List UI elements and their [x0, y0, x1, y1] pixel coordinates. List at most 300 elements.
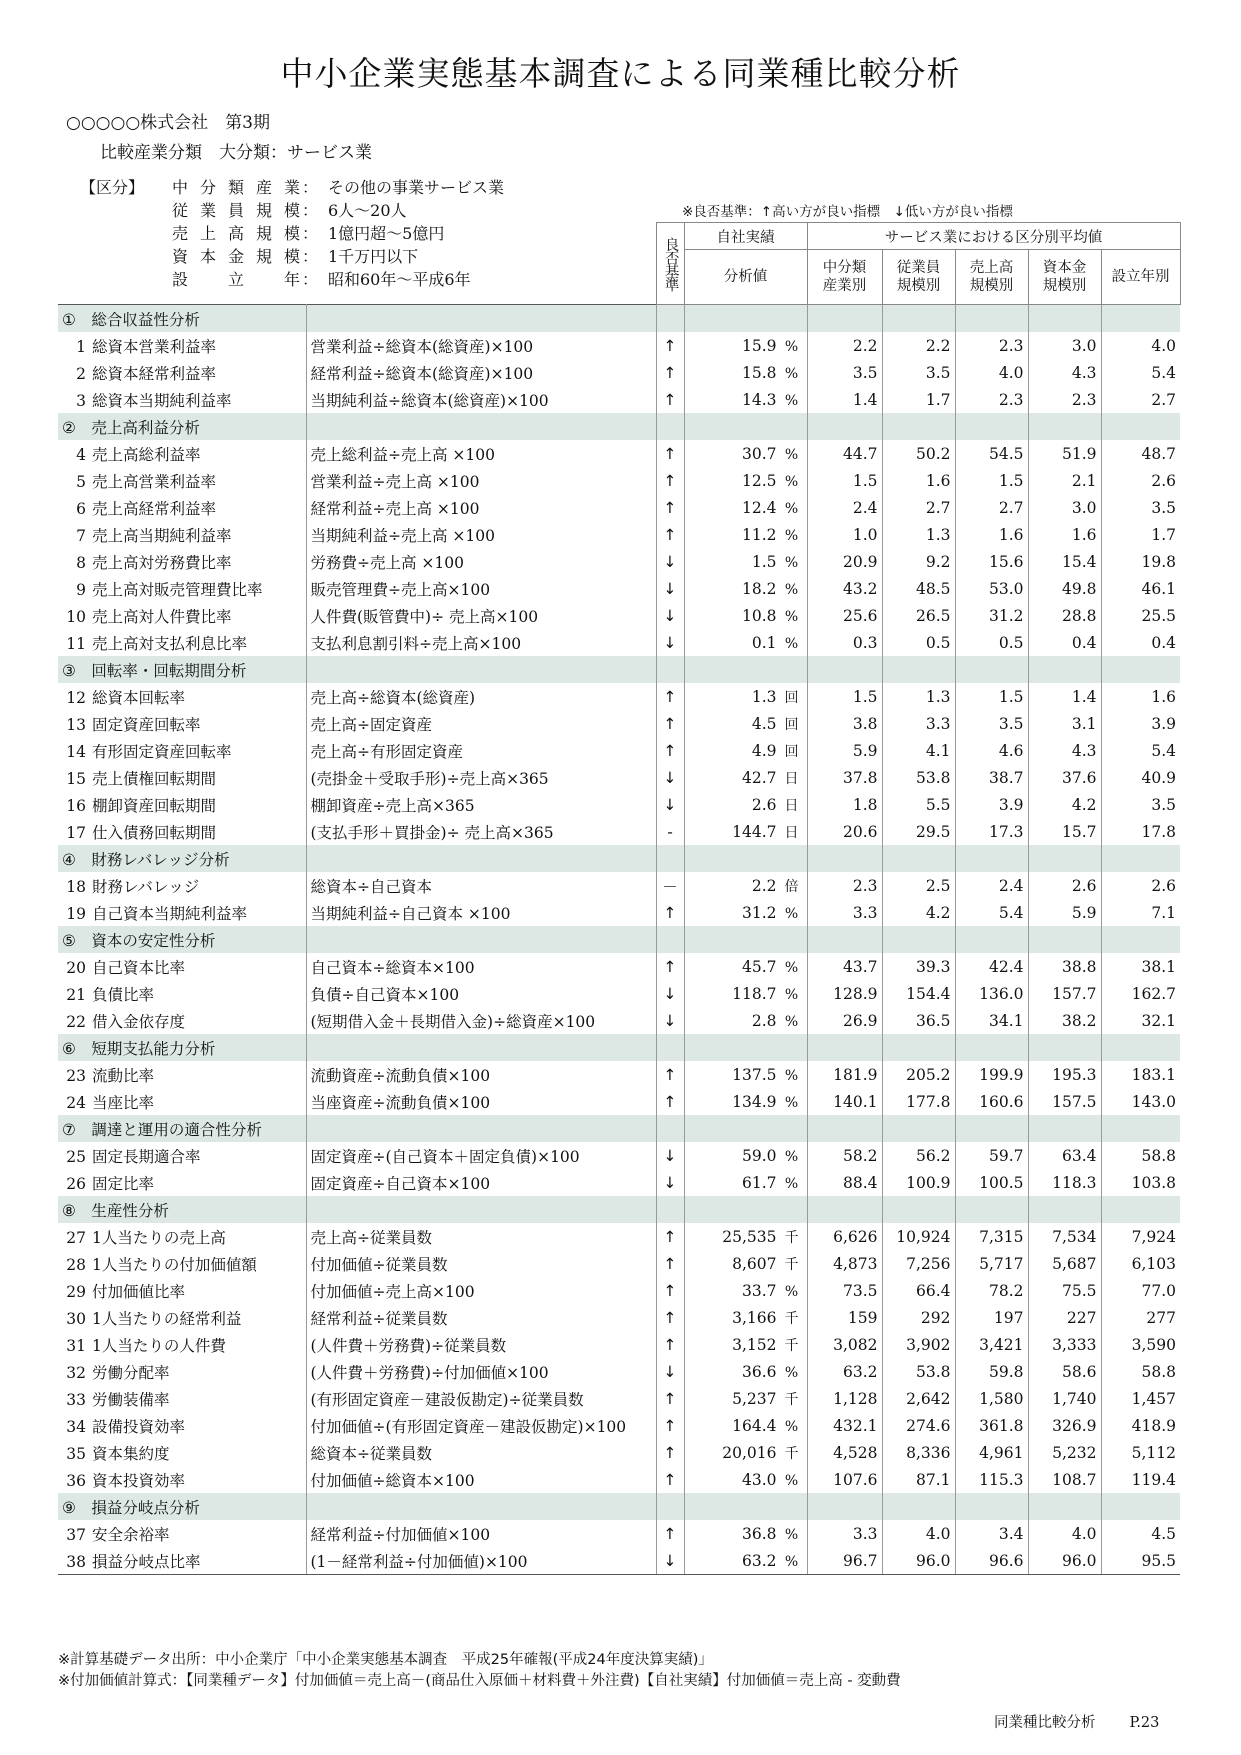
section-blank-cell: [1028, 1493, 1101, 1520]
metric-name-cell: [58, 1439, 306, 1466]
own-value: 4.5: [751, 714, 777, 733]
metric-name-cell: [58, 332, 306, 359]
average-value: 1,740: [1028, 1385, 1101, 1412]
section-blank-cell: [1101, 656, 1180, 683]
metric-name: 負債比率: [92, 985, 155, 1004]
own-value-cell: [684, 521, 807, 548]
metric-formula: 営業利益÷売上高 ×100: [306, 467, 656, 494]
own-value: 0.1: [751, 633, 777, 652]
average-value: 107.6: [807, 1466, 882, 1493]
quality-indicator: ↑: [656, 440, 684, 467]
metric-name-cell: [58, 764, 306, 791]
metric-number: 36: [66, 1471, 86, 1490]
metric-formula: 販売管理費÷売上高×100: [306, 575, 656, 602]
own-value: 20,016: [722, 1443, 777, 1462]
own-value: 1.5: [751, 552, 777, 571]
average-value: 154.4: [882, 980, 955, 1007]
own-value: 15.9: [741, 336, 777, 355]
section-blank-cell: [306, 305, 656, 333]
metric-formula: 売上高÷有形固定資産: [306, 737, 656, 764]
average-value: 53.0: [955, 575, 1028, 602]
own-value-cell: [684, 818, 807, 845]
quality-indicator: ↑: [656, 1061, 684, 1088]
average-value: 59.8: [955, 1358, 1028, 1385]
metric-formula: 経常利益÷従業員数: [306, 1304, 656, 1331]
own-value-unit: 回: [784, 743, 799, 760]
average-value: 3,333: [1028, 1331, 1101, 1358]
metric-formula: 総資本÷自己資本: [306, 872, 656, 899]
metric-number: 5: [76, 472, 86, 491]
average-value: 39.3: [882, 953, 955, 980]
metric-name: 棚卸資産回転期間: [92, 796, 217, 815]
average-value: 195.3: [1028, 1061, 1101, 1088]
average-value: 160.6: [955, 1088, 1028, 1115]
average-value: 0.5: [882, 629, 955, 656]
average-value: 2.6: [1151, 471, 1177, 490]
average-value: 326.9: [1028, 1412, 1101, 1439]
metric-number: 27: [66, 1228, 86, 1247]
average-value: 38.8: [1028, 953, 1101, 980]
section-blank-cell: [684, 1493, 807, 1520]
quality-indicator: ↑: [656, 1412, 684, 1439]
section-blank-cell: [306, 926, 656, 953]
section-blank-cell: [1101, 413, 1180, 440]
quality-indicator: ↑: [656, 953, 684, 980]
own-value-unit: 日: [784, 770, 799, 787]
average-value: 5.4: [955, 899, 1028, 926]
average-value: 162.7: [1131, 984, 1177, 1003]
table-row: [58, 791, 1180, 818]
own-value-unit: %: [784, 338, 799, 355]
section-blank-cell: [1101, 845, 1180, 872]
section-header-row: [58, 656, 1180, 683]
average-value: 4.3: [1028, 737, 1101, 764]
own-value: 63.2: [741, 1551, 777, 1570]
section-blank-cell: [955, 1196, 1028, 1223]
average-value: 1,457: [1131, 1389, 1177, 1408]
average-value: 1.3: [882, 683, 955, 710]
metric-name-cell: [58, 602, 306, 629]
average-value: 4.0: [955, 359, 1028, 386]
table-row: [58, 1466, 1180, 1493]
metric-formula: 売上高÷総資本(総資産): [306, 683, 656, 710]
average-value: 3,421: [955, 1331, 1028, 1358]
metric-formula: 売上高÷従業員数: [306, 1223, 656, 1250]
own-value-cell: [684, 764, 807, 791]
quality-indicator: ↓: [656, 1547, 684, 1575]
average-value: 2,642: [882, 1385, 955, 1412]
own-value: 3,152: [732, 1335, 777, 1354]
average-value: 177.8: [882, 1088, 955, 1115]
quality-indicator: ↑: [656, 332, 684, 359]
average-value: 2.2: [882, 332, 955, 359]
section-blank-cell: [306, 1115, 656, 1142]
average-value: 0.3: [807, 629, 882, 656]
own-value: 2.6: [751, 795, 777, 814]
section-blank-cell: [807, 1034, 882, 1061]
classification-conditions: 【区分】 中分類産業 ： その他の事業サービス業 従業員規模 ： 6人～20人 売上高規模 ： 1億円超～5億円 資本金規模 ： 1千万円以下 設立年 ： 昭和60年～平成6年: [80, 175, 504, 290]
section-blank-cell: [656, 926, 684, 953]
metric-formula: 営業利益÷総資本(総資産)×100: [306, 332, 656, 359]
table-row: [58, 1061, 1180, 1088]
own-value: 134.9: [732, 1092, 777, 1111]
own-value-unit: 千: [784, 1445, 799, 1462]
metric-name: 固定長期適合率: [92, 1147, 201, 1166]
note-source: ※計算基礎データ出所：中小企業庁「中小企業実態基本調査 平成25年確報(平成24年度決算実績)」: [58, 1652, 713, 1668]
own-value-unit: 回: [784, 716, 799, 733]
average-value: 3,082: [807, 1331, 882, 1358]
metric-name-cell: [58, 899, 306, 926]
quality-indicator: ↑: [656, 521, 684, 548]
section-blank-cell: [1101, 1493, 1180, 1520]
col-header-employees: 従業員 規模別: [882, 250, 955, 305]
average-value: 2.3: [955, 386, 1028, 413]
average-value: 1.6: [882, 467, 955, 494]
own-value-cell: [684, 1466, 807, 1493]
section-header-row: [58, 1115, 1180, 1142]
own-value-cell: [684, 1223, 807, 1250]
quality-indicator: ↓: [656, 791, 684, 818]
condition-value: 1千万円以下: [328, 247, 419, 266]
quality-legend: ※良否基準：↑高い方が良い指標 ↓低い方が良い指標: [682, 204, 1013, 220]
quality-indicator: ↑: [656, 386, 684, 413]
metric-name: 1人当たりの付加価値額: [92, 1255, 257, 1274]
own-value-unit: %: [784, 1364, 799, 1381]
metric-number: 19: [66, 904, 86, 923]
average-value: 3.0: [1028, 494, 1101, 521]
average-value: 4.2: [882, 899, 955, 926]
table-row: [58, 1358, 1180, 1385]
metric-name: 付加価値比率: [92, 1282, 186, 1301]
average-value: 8,336: [882, 1439, 955, 1466]
average-value: 3.8: [807, 710, 882, 737]
table-row: [58, 494, 1180, 521]
section-blank-cell: [306, 1196, 656, 1223]
table-row: [58, 953, 1180, 980]
condition-label: 中分類産業: [172, 178, 300, 197]
metric-name-cell: [58, 1304, 306, 1331]
metric-formula: 総資本÷従業員数: [306, 1439, 656, 1466]
own-value-cell: [684, 1520, 807, 1547]
average-value: 2.6: [1028, 872, 1101, 899]
section-blank-cell: [656, 1034, 684, 1061]
average-value: 5,717: [955, 1250, 1028, 1277]
metric-name: 借入金依存度: [92, 1012, 186, 1031]
metric-name-cell: [58, 1250, 306, 1277]
metric-name-cell: [58, 1412, 306, 1439]
metric-name: 労働装備率: [92, 1390, 170, 1409]
quality-indicator: ↑: [656, 1088, 684, 1115]
own-value-cell: [684, 737, 807, 764]
metric-name: 有形固定資産回転率: [92, 742, 232, 761]
metric-number: 2: [76, 364, 86, 383]
average-value: 3.0: [1028, 332, 1101, 359]
metric-number: 25: [66, 1147, 86, 1166]
metric-name-cell: [58, 872, 306, 899]
average-value: 51.9: [1028, 440, 1101, 467]
table-row: [58, 521, 1180, 548]
metric-formula: 付加価値÷売上高×100: [306, 1277, 656, 1304]
section-title: ② 売上高利益分析: [58, 413, 306, 440]
average-value: 7,256: [882, 1250, 955, 1277]
average-value: 25.6: [807, 602, 882, 629]
metric-number: 30: [66, 1309, 86, 1328]
own-value-unit: %: [784, 473, 799, 490]
average-value: 274.6: [882, 1412, 955, 1439]
average-value: 361.8: [955, 1412, 1028, 1439]
metric-name: 売上高総利益率: [92, 445, 201, 464]
own-value-cell: [684, 953, 807, 980]
metric-number: 18: [66, 877, 86, 896]
average-value: 1,580: [955, 1385, 1028, 1412]
metric-name: 労働分配率: [92, 1363, 170, 1382]
metric-name: 仕入債務回転期間: [92, 823, 217, 842]
average-value: 5.5: [882, 791, 955, 818]
section-blank-cell: [656, 1493, 684, 1520]
own-value-unit: 千: [784, 1256, 799, 1273]
own-value: 137.5: [732, 1065, 777, 1084]
section-blank-cell: [1028, 1196, 1101, 1223]
own-value: 25,535: [722, 1227, 777, 1246]
metric-number: 33: [66, 1390, 86, 1409]
condition-label: 従業員規模: [172, 201, 300, 220]
metric-name: 売上高当期純利益率: [92, 526, 232, 545]
own-value-cell: [684, 899, 807, 926]
quality-indicator: ↓: [656, 575, 684, 602]
average-value: 4,961: [955, 1439, 1028, 1466]
average-value: 63.4: [1028, 1142, 1101, 1169]
own-value: 5,237: [732, 1389, 777, 1408]
section-blank-cell: [955, 1115, 1028, 1142]
quality-indicator: ↑: [656, 494, 684, 521]
own-value-unit: %: [784, 1283, 799, 1300]
own-value-cell: [684, 872, 807, 899]
average-value: 38.2: [1028, 1007, 1101, 1034]
section-header-row: [58, 1034, 1180, 1061]
section-header-row: [58, 1196, 1180, 1223]
average-value: 277: [1146, 1308, 1177, 1327]
metric-number: 11: [66, 634, 86, 653]
condition-value: 昭和60年～平成6年: [328, 270, 471, 289]
section-title: ⑤ 資本の安定性分析: [58, 926, 306, 953]
average-value: 28.8: [1028, 602, 1101, 629]
own-value-unit: 倍: [784, 878, 799, 895]
table-body: [58, 305, 1180, 1575]
table-row: [58, 1223, 1180, 1250]
average-value: 7,924: [1131, 1227, 1177, 1246]
section-blank-cell: [306, 1493, 656, 1520]
average-value: 136.0: [955, 980, 1028, 1007]
metric-name-cell: [58, 1358, 306, 1385]
own-value: 36.8: [741, 1524, 777, 1543]
metric-name-cell: [58, 1007, 306, 1034]
average-value: 37.8: [807, 764, 882, 791]
average-value: 53.8: [882, 1358, 955, 1385]
average-value: 37.6: [1028, 764, 1101, 791]
average-value: 118.3: [1028, 1169, 1101, 1196]
metric-formula: 当期純利益÷総資本(総資産)×100: [306, 386, 656, 413]
section-blank-cell: [684, 1034, 807, 1061]
average-value: 3,902: [882, 1331, 955, 1358]
own-value-unit: 回: [784, 689, 799, 706]
average-value: 66.4: [882, 1277, 955, 1304]
average-value: 5,232: [1028, 1439, 1101, 1466]
own-value-cell: [684, 710, 807, 737]
metric-name-cell: [58, 494, 306, 521]
metric-formula: 経常利益÷売上高 ×100: [306, 494, 656, 521]
average-value: 4.0: [1151, 336, 1177, 355]
conditions-tag: 【区分】: [80, 178, 145, 197]
average-value: 1.6: [1028, 521, 1101, 548]
metric-name: 当座比率: [92, 1093, 155, 1112]
metric-number: 6: [76, 499, 86, 518]
average-value: 3,590: [1131, 1335, 1177, 1354]
average-value: 1.7: [882, 386, 955, 413]
metric-name-cell: [58, 548, 306, 575]
metric-number: 23: [66, 1066, 86, 1085]
table-row: [58, 1304, 1180, 1331]
average-value: 59.7: [955, 1142, 1028, 1169]
average-value: 0.5: [955, 629, 1028, 656]
metric-name-cell: [58, 629, 306, 656]
own-value: 11.2: [741, 525, 777, 544]
average-value: 0.4: [1151, 633, 1177, 652]
average-value: 4.6: [955, 737, 1028, 764]
average-value: 36.5: [882, 1007, 955, 1034]
section-blank-cell: [1028, 845, 1101, 872]
metric-name: 売上高営業利益率: [92, 472, 217, 491]
own-value: 4.9: [751, 741, 777, 760]
average-value: 44.7: [807, 440, 882, 467]
own-value-unit: %: [784, 365, 799, 382]
metric-name: 総資本当期純利益率: [92, 391, 232, 410]
average-value: 2.3: [955, 332, 1028, 359]
metric-name-cell: [58, 818, 306, 845]
average-value: 88.4: [807, 1169, 882, 1196]
own-value: 43.0: [741, 1470, 777, 1489]
table-row: [58, 1142, 1180, 1169]
comparison-table: [58, 222, 1181, 1575]
own-value-cell: [684, 1385, 807, 1412]
own-value: 30.7: [741, 444, 777, 463]
own-value-unit: %: [784, 608, 799, 625]
average-value: 4.2: [1028, 791, 1101, 818]
own-value-cell: [684, 1007, 807, 1034]
own-value-cell: [684, 386, 807, 413]
metric-number: 34: [66, 1417, 86, 1436]
average-value: 1.4: [807, 386, 882, 413]
quality-indicator: ↓: [656, 1169, 684, 1196]
table-row: [58, 1250, 1180, 1277]
metric-name-cell: [58, 386, 306, 413]
metric-number: 9: [76, 580, 86, 599]
own-value-unit: %: [784, 1013, 799, 1030]
table-row: [58, 629, 1180, 656]
metric-formula: 支払利息割引料÷売上高×100: [306, 629, 656, 656]
section-blank-cell: [807, 845, 882, 872]
average-value: 115.3: [955, 1466, 1028, 1493]
metric-number: 13: [66, 715, 86, 734]
quality-indicator: ↑: [656, 683, 684, 710]
table-row: [58, 359, 1180, 386]
average-value: 1.5: [955, 467, 1028, 494]
average-value: 15.6: [955, 548, 1028, 575]
section-blank-cell: [1028, 1034, 1101, 1061]
own-value: 14.3: [741, 390, 777, 409]
metric-name: 売上債権回転期間: [92, 769, 217, 788]
section-blank-cell: [882, 413, 955, 440]
section-header-row: [58, 305, 1180, 333]
own-value: 59.0: [741, 1146, 777, 1165]
own-value-unit: %: [784, 1175, 799, 1192]
own-value-cell: [684, 1250, 807, 1277]
table-row: [58, 548, 1180, 575]
quality-indicator: ↑: [656, 467, 684, 494]
metric-number: 1: [76, 337, 86, 356]
own-value-cell: [684, 1142, 807, 1169]
col-header-capital: 資本金 規模別: [1028, 250, 1101, 305]
average-value: 3.3: [807, 1520, 882, 1547]
table-row: [58, 818, 1180, 845]
own-value-cell: [684, 1061, 807, 1088]
section-blank-cell: [1101, 926, 1180, 953]
section-title: ④ 財務レバレッジ分析: [58, 845, 306, 872]
metric-formula: (1－経常利益÷付加価値)×100: [306, 1547, 656, 1575]
average-value: 4.0: [882, 1520, 955, 1547]
average-value: 6,626: [807, 1223, 882, 1250]
average-value: 205.2: [882, 1061, 955, 1088]
metric-name: 売上高対人件費比率: [92, 607, 232, 626]
metric-formula: (有形固定資産－建設仮勘定)÷従業員数: [306, 1385, 656, 1412]
quality-indicator: ↓: [656, 1358, 684, 1385]
average-value: 1.8: [807, 791, 882, 818]
own-value-unit: 千: [784, 1310, 799, 1327]
metric-name: 売上高対支払利息比率: [92, 634, 248, 653]
own-value-cell: [684, 1439, 807, 1466]
average-value: 7.1: [1151, 903, 1177, 922]
average-value: 15.7: [1028, 818, 1101, 845]
metric-name: 売上高対販売管理費比率: [92, 580, 263, 599]
average-value: 2.7: [955, 494, 1028, 521]
average-value: 199.9: [955, 1061, 1028, 1088]
own-value-unit: 日: [784, 824, 799, 841]
metric-formula: 経常利益÷付加価値×100: [306, 1520, 656, 1547]
average-value: 5.9: [807, 737, 882, 764]
own-value: 8,607: [732, 1254, 777, 1273]
quality-indicator: ↓: [656, 764, 684, 791]
metric-formula: 負債÷自己資本×100: [306, 980, 656, 1007]
metric-name: 自己資本当期純利益率: [92, 904, 248, 923]
average-value: 2.3: [807, 872, 882, 899]
col-header-established: 設立年別: [1101, 250, 1180, 305]
average-value: 32.1: [1141, 1011, 1177, 1030]
table-row: [58, 1331, 1180, 1358]
metric-name: 安全余裕率: [92, 1525, 170, 1544]
metric-number: 28: [66, 1255, 86, 1274]
own-value-unit: %: [784, 1526, 799, 1543]
section-blank-cell: [955, 413, 1028, 440]
section-blank-cell: [1028, 413, 1101, 440]
average-value: 5.4: [1151, 363, 1177, 382]
average-value: 143.0: [1131, 1092, 1177, 1111]
average-value: 1.0: [807, 521, 882, 548]
section-blank-cell: [656, 656, 684, 683]
section-blank-cell: [1101, 305, 1180, 333]
section-blank-cell: [656, 413, 684, 440]
average-value: 2.5: [882, 872, 955, 899]
quality-indicator: ↑: [656, 1439, 684, 1466]
quality-indicator: ↓: [656, 1142, 684, 1169]
